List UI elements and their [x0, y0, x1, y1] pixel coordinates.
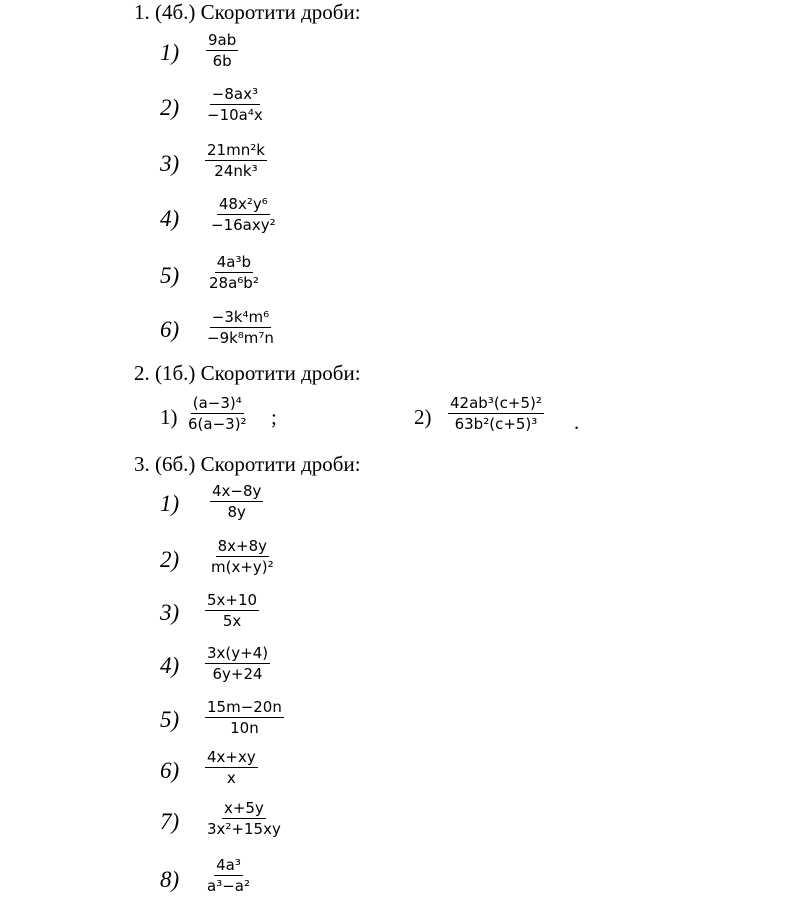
denominator: 3x²+15xy: [207, 820, 281, 838]
numerator: 48x²y⁶: [218, 195, 268, 213]
task3-item-label: 1): [160, 491, 180, 516]
fraction: [205, 84, 265, 125]
fraction: [448, 393, 544, 434]
task1-item-label: 3): [160, 151, 180, 176]
denominator: 28a⁶b²: [209, 274, 259, 292]
task1-header: 1. (4б.) Скоротити дроби:: [134, 0, 361, 24]
task3-item-label: 5): [160, 707, 180, 732]
numerator: 4x−8y: [212, 482, 262, 500]
denominator: −9k⁸m⁷n: [207, 329, 274, 347]
numerator: 8x+8y: [217, 537, 268, 555]
task3-item-label: 3): [160, 600, 180, 625]
numerator: −8ax³: [211, 85, 258, 103]
fraction: [207, 252, 261, 293]
numerator: 4a³: [216, 856, 241, 874]
denominator: 6b: [212, 52, 232, 70]
numerator: 42ab³(c+5)²: [450, 394, 542, 412]
denominator: 6y+24: [212, 665, 263, 683]
fraction: [206, 30, 238, 71]
fraction: [205, 855, 252, 896]
task2-item-label: 2): [414, 405, 432, 429]
task3-item-label: 7): [160, 809, 180, 834]
task3-header: 3. (6б.) Скоротити дроби:: [134, 452, 361, 476]
denominator: m(x+y)²: [211, 558, 274, 576]
task2-item-separator: ;: [271, 405, 277, 429]
task1-item-label: 2): [160, 95, 180, 120]
task1-item-label: 4): [160, 206, 180, 231]
numerator: 21mn²k: [207, 141, 265, 159]
numerator: 5x+10: [207, 591, 258, 609]
denominator: a³−a²: [207, 877, 250, 895]
task1-item-label: 5): [160, 263, 180, 288]
task2-header: 2. (1б.) Скоротити дроби:: [134, 361, 361, 385]
numerator: 15m−20n: [207, 698, 282, 716]
denominator: −10a⁴x: [207, 106, 263, 124]
numerator: 4x+xy: [207, 748, 256, 766]
task3-item-label: 2): [160, 547, 180, 572]
fraction: [205, 747, 258, 788]
task1-item-label: 1): [160, 40, 180, 65]
fraction: [205, 697, 284, 738]
numerator: 9ab: [208, 31, 237, 49]
fraction: [205, 307, 276, 348]
task2-item-label: 1): [160, 405, 178, 429]
numerator: (a−3)⁴: [192, 394, 242, 412]
fraction: [205, 643, 270, 684]
task3-item-label: 6): [160, 758, 180, 783]
fraction: [186, 393, 249, 434]
denominator: x: [226, 769, 236, 787]
numerator: 3x(y+4): [207, 644, 269, 662]
numerator: −3k⁴m⁶: [211, 308, 270, 326]
task1-item-label: 6): [160, 317, 180, 342]
task2-item-separator: .: [574, 410, 580, 434]
fraction: [205, 140, 267, 181]
denominator: 24nk³: [214, 162, 258, 180]
numerator: x+5y: [223, 799, 264, 817]
denominator: 63b²(c+5)³: [454, 415, 538, 433]
fraction: [209, 536, 276, 577]
task3-item-label: 8): [160, 867, 180, 892]
fraction: [209, 194, 278, 235]
numerator: 4a³b: [216, 253, 252, 271]
denominator: 10n: [230, 719, 259, 737]
task3-item-label: 4): [160, 653, 180, 678]
fraction: [205, 590, 259, 631]
denominator: −16axy²: [211, 216, 276, 234]
fraction: [210, 481, 263, 522]
denominator: 5x: [222, 612, 242, 630]
fraction: [205, 798, 283, 839]
denominator: 6(a−3)²: [188, 415, 247, 433]
denominator: 8y: [227, 503, 246, 521]
